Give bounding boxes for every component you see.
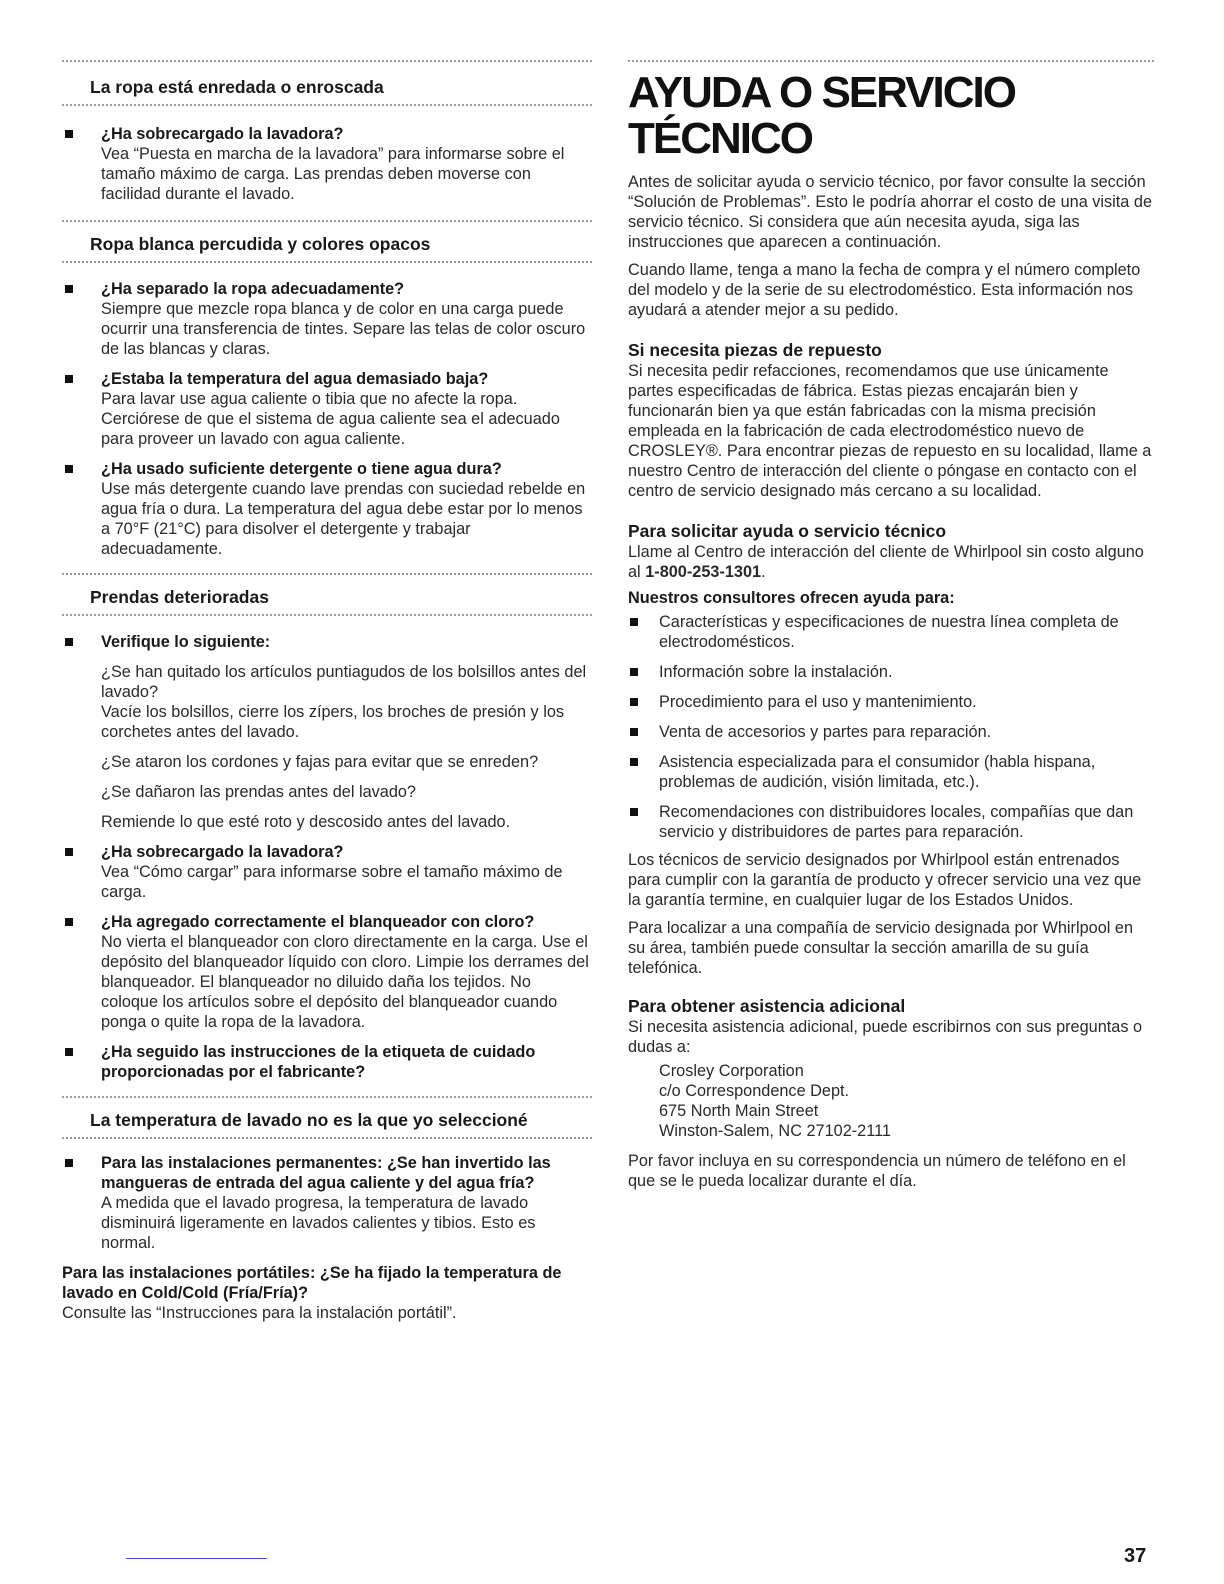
portable-question: Para las instalaciones portátiles: ¿Se ha fijado la temperatura de lavado en Cold/Cold (Fría/Fría)? (62, 1264, 562, 1302)
intro-paragraph: Cuando llame, tenga a mano la fecha de compra y el número completo del modelo y de la serie de su electrodoméstico. Esta información nos ayudará a atender mejor a su pedido. (628, 261, 1141, 319)
address-line: Crosley Corporation (659, 1062, 804, 1080)
consult-text: Venta de accesorios y partes para reparación. (659, 723, 992, 741)
answer: Vea “Cómo cargar” para informarse sobre el tamaño máximo de carga. (101, 863, 563, 901)
list-item (62, 1042, 592, 1082)
answer: A medida que el lavado progresa, la temperatura de lavado disminuirá ligeramente en lavados calientes y tibios. Esto es normal. (101, 1194, 536, 1252)
section-header-temperatura (62, 1096, 592, 1139)
section-title: Prendas deterioradas (90, 587, 269, 607)
check-text: ¿Se han quitado los artículos puntiagudos de los bolsillos antes del lavado? (101, 663, 587, 701)
list-item (62, 1153, 592, 1253)
bullet-icon (630, 728, 638, 736)
answer: No vierta el blanqueador con cloro directamente en la carga. Use el depósito del blanqueador líquido con cloro. Limpie los derrames del blanqueador. El blanqueador no diluido daña los tejidos. No coloque los artículos sobre el depósito del blanqueador cuando ponga o quite la ropa de la lavadora. (101, 933, 589, 1031)
address-line: Winston-Salem, NC 27102-2111 (659, 1122, 891, 1140)
bullet-icon (630, 808, 638, 816)
bullet-icon (65, 848, 73, 856)
page-title: AYUDA O SERVICIO TÉCNICO (628, 68, 1015, 163)
answer: Use más detergente cuando lave prendas con suciedad rebelde en agua fría o dura. La temperatura del agua debe estar por lo menos a 70°F (21°C) para disolver el detergente y trabajar adecuadamente. (101, 480, 586, 558)
section-header-enredada (62, 60, 592, 106)
right-column (628, 0, 1154, 1191)
check-text: Vacíe los bolsillos, cierre los zípers, los broches de presión y los corchetes antes del lavado. (101, 703, 565, 741)
consult-item (628, 722, 1154, 742)
help-heading: Para solicitar ayuda o servicio técnico (628, 521, 947, 541)
question: ¿Ha sobrecargado la lavadora? (101, 843, 344, 861)
check-text: Remiende lo que esté roto y descosido antes del lavado. (101, 813, 511, 831)
bullet-icon (65, 285, 73, 293)
consult-text: Asistencia especializada para el consumidor (habla hispana, problemas de audición, visión limitada, etc.). (659, 753, 1096, 791)
list-item (62, 124, 592, 204)
help-text: Llame al Centro de interacción del cliente de Whirlpool sin costo alguno al (628, 543, 1144, 581)
extra-paragraph: Si necesita asistencia adicional, puede escribirnos con sus preguntas o dudas a: (628, 1018, 1143, 1056)
bullet-icon (65, 1048, 73, 1056)
bullet-icon (630, 668, 638, 676)
check-text: ¿Se ataron los cordones y fajas para evitar que se enreden? (101, 753, 539, 771)
parts-paragraph: Si necesita pedir refacciones, recomendamos que use únicamente partes especificadas de fábrica. Estas piezas encajarán bien y funcionarán bien ya que están fabricadas con la misma precisión empleada en la fabricación de cada electrodoméstico nuevo de CROSLEY®. Para encontrar piezas de repuesto en su localidad, llame a nuestro Centro de interacción del cliente o póngase en contacto con el centro de servicio designado más cercano a su localidad. (628, 362, 1152, 500)
locate-paragraph: Para localizar a una compañía de servicio designada por Whirlpool en su área, también puede consultar la sección amarilla de su guía telefónica. (628, 919, 1134, 977)
address-line: 675 North Main Street (659, 1102, 819, 1120)
footer-line (126, 1558, 267, 1559)
bullet-icon (630, 698, 638, 706)
left-column (62, 0, 592, 1323)
consult-item (628, 752, 1154, 792)
consult-text: Procedimiento para el uso y mantenimiento. (659, 693, 977, 711)
list-item (62, 459, 592, 559)
bullet-icon (630, 758, 638, 766)
parts-heading: Si necesita piezas de repuesto (628, 340, 882, 360)
question: ¿Ha separado la ropa adecuadamente? (101, 280, 405, 298)
help-paragraph: Llame al Centro de interacción del cliente de Whirlpool sin costo alguno al 1-800-253-1301. (628, 543, 1144, 581)
bullet-icon (630, 618, 638, 626)
answer: Para lavar use agua caliente o tibia que no afecte la ropa. Cerciórese de que el sistema de agua caliente sea el adecuado para proveer un lavado con agua caliente. (101, 390, 560, 448)
closing-paragraph: Por favor incluya en su correspondencia un número de teléfono en el que se le pueda localizar durante el día. (628, 1152, 1126, 1190)
consult-text: Recomendaciones con distribuidores locales, compañías que dan servicio y distribuidores de partes para reparación. (659, 803, 1134, 841)
question: ¿Ha usado suficiente detergente o tiene agua dura? (101, 460, 502, 478)
bullet-icon (65, 375, 73, 383)
consult-item (628, 612, 1154, 652)
answer: Vea “Puesta en marcha de la lavadora” para informarse sobre el tamaño máximo de carga. Las prendas deben moverse con facilidad durante el lavado. (101, 145, 565, 203)
phone-number: 1-800-253-1301 (645, 563, 762, 581)
bullet-icon (65, 465, 73, 473)
question: ¿Ha seguido las instrucciones de la etiqueta de cuidado proporcionadas por el fabricante? (101, 1043, 536, 1081)
list-item (62, 279, 592, 359)
section-title: Ropa blanca percudida y colores opacos (90, 234, 431, 254)
question: Para las instalaciones permanentes: ¿Se han invertido las mangueras de entrada del agua caliente y del agua fría? (101, 1154, 551, 1192)
technicians-paragraph: Los técnicos de servicio designados por Whirlpool están entrenados para cumplir con la garantía de producto y ofrecer servicio una vez que la garantía termine, en cualquier lugar de los Estados Unidos. (628, 851, 1142, 909)
bullet-icon (65, 130, 73, 138)
page-number: 37 (1124, 1545, 1147, 1567)
bullet-icon (65, 638, 73, 646)
list-item (62, 632, 592, 652)
consult-item (628, 692, 1154, 712)
intro-paragraph: Antes de solicitar ayuda o servicio técnico, por favor consulte la sección “Solución de Problemas”. Esto le podría ahorrar el costo de una visita de servicio técnico. Si considera que aún necesita ayuda, siga las instrucciones que aparecen a continuación. (628, 173, 1152, 251)
bullet-icon (65, 918, 73, 926)
section-title: La ropa está enredada o enroscada (90, 77, 384, 97)
extra-heading: Para obtener asistencia adicional (628, 996, 906, 1016)
consult-item (628, 802, 1154, 842)
consult-item (628, 662, 1154, 682)
section-title: La temperatura de lavado no es la que yo seleccioné (90, 1110, 528, 1130)
address-line: c/o Correspondence Dept. (659, 1082, 850, 1100)
answer: Siempre que mezcle ropa blanca y de color en una carga puede ocurrir una transferencia de tintes. Separe las telas de color oscuro de las blancas y claras. (101, 300, 586, 358)
check-text: ¿Se dañaron las prendas antes del lavado? (101, 783, 416, 801)
list-item (62, 369, 592, 449)
portable-answer: Consulte las “Instrucciones para la instalación portátil”. (62, 1304, 457, 1322)
question: ¿Ha sobrecargado la lavadora? (101, 125, 344, 143)
question: ¿Ha agregado correctamente el blanqueador con cloro? (101, 913, 535, 931)
list-item (62, 912, 592, 1032)
list-item (62, 842, 592, 902)
consult-heading: Nuestros consultores ofrecen ayuda para: (628, 589, 955, 607)
section-header-percudida (62, 220, 592, 263)
section-header-deterioradas (62, 573, 592, 616)
consult-text: Información sobre la instalación. (659, 663, 893, 681)
bullet-icon (65, 1159, 73, 1167)
question: Verifique lo siguiente: (101, 633, 271, 651)
question: ¿Estaba la temperatura del agua demasiado baja? (101, 370, 489, 388)
consult-text: Características y especificaciones de nuestra línea completa de electrodomésticos. (659, 613, 1119, 651)
